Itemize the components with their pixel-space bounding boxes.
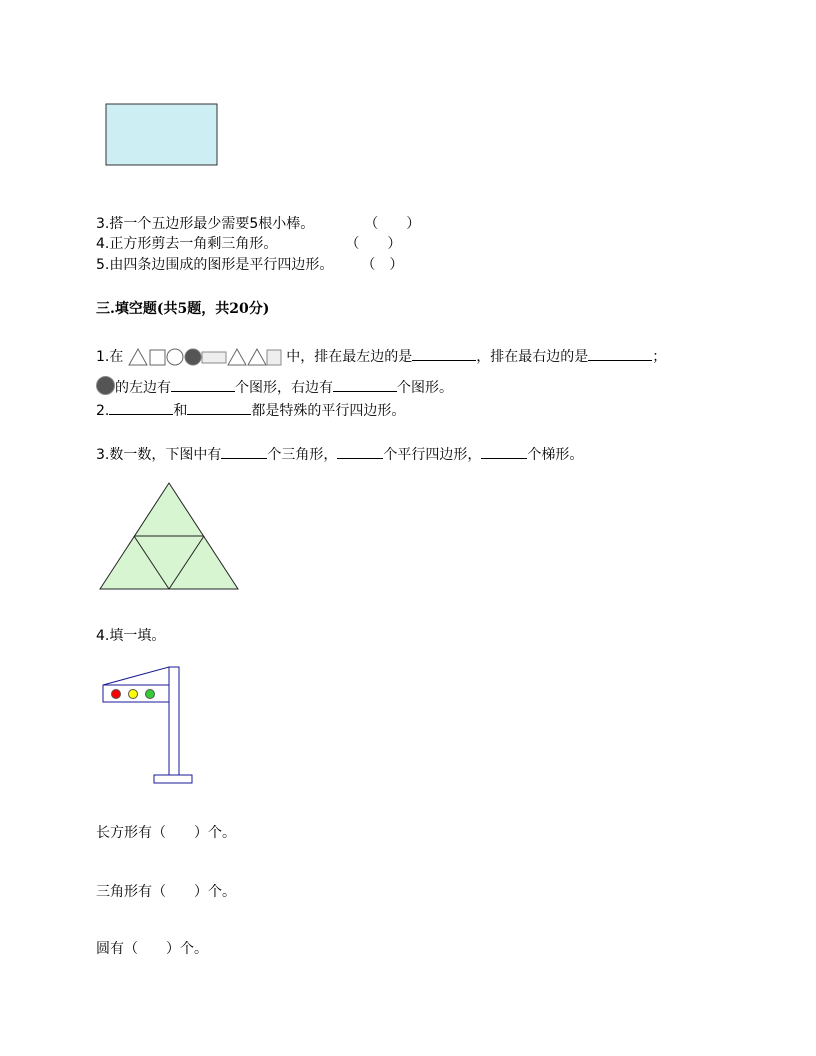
- square-shape: [150, 350, 165, 365]
- q4-answer-rectangles: 长方形有（ ）个。: [96, 825, 236, 841]
- signal-pole: [169, 667, 179, 775]
- answer-blank[interactable]: [588, 346, 652, 361]
- q2-end: 都是特殊的平行四边形。: [251, 403, 406, 419]
- answer-paren: （ ）: [364, 216, 421, 232]
- q3-a: 个三角形，: [267, 447, 338, 463]
- q1-line2-c: 个图形。: [397, 380, 453, 396]
- red-light: [112, 690, 121, 699]
- q2-prefix: 2.: [96, 403, 110, 419]
- q3-prefix: 3.数一数，下图中有: [96, 447, 222, 463]
- shape-sequence: [128, 347, 282, 367]
- answer-blank[interactable]: [412, 346, 476, 361]
- q3-line: [96, 444, 583, 465]
- traffic-light-figure: [100, 664, 196, 786]
- q1-line2: [96, 376, 453, 398]
- judgement-text: 5.由四条边围成的图形是平行四边形。: [96, 257, 334, 273]
- judgement-text: 4.正方形剪去一角剩三角形。: [96, 236, 278, 252]
- square-shape: [267, 350, 281, 365]
- circle-shape: [167, 349, 183, 365]
- q4-title: 4.填一填。: [96, 628, 166, 644]
- q1-end: ；: [652, 349, 667, 365]
- q1-mid2: ，排在最右边的是: [476, 349, 589, 365]
- judgement-item-5: [96, 255, 403, 275]
- q4-answer-triangles: 三角形有（ ）个。: [96, 884, 236, 900]
- section-heading: 三.填空题(共5题，共20分): [96, 301, 270, 317]
- triangle-shape: [248, 349, 266, 365]
- triangle-shape: [129, 349, 147, 365]
- answer-paren: （ ）: [361, 257, 404, 273]
- gray-circle-icon: [96, 376, 115, 395]
- q2-line: [96, 400, 405, 421]
- gray-circle-shape: [185, 349, 201, 365]
- answer-blank[interactable]: [171, 377, 235, 392]
- q4-answer-circles: 圆有（ ）个。: [96, 941, 208, 957]
- q1-line2-a: 的左边有: [115, 380, 171, 396]
- signal-base: [154, 775, 192, 783]
- q3-c: 个梯形。: [527, 447, 584, 463]
- answer-blank[interactable]: [337, 444, 383, 459]
- judgement-item-3: [96, 214, 420, 234]
- q1-line1: [96, 346, 666, 367]
- rectangle-shape: [202, 352, 226, 363]
- q1-prefix: 1.在: [96, 349, 124, 365]
- answer-paren: （ ）: [345, 236, 402, 252]
- green-light: [146, 690, 155, 699]
- answer-blank[interactable]: [481, 444, 527, 459]
- answer-blank[interactable]: [109, 400, 173, 415]
- rectangle-shape: [106, 104, 217, 165]
- q2-mid: 和: [173, 403, 188, 419]
- yellow-light: [129, 690, 138, 699]
- answer-blank[interactable]: [221, 444, 267, 459]
- rectangle-figure: [105, 103, 219, 167]
- q3-b: 个平行四边形，: [383, 447, 482, 463]
- q1-line2-b: 个图形，右边有: [235, 380, 333, 396]
- q1-mid1: 中，排在最左边的是: [286, 349, 413, 365]
- judgement-text: 3.搭一个五边形最少需要5根小棒。: [96, 216, 315, 232]
- answer-blank[interactable]: [187, 400, 251, 415]
- triangle-shape: [228, 349, 246, 365]
- triangle-figure: [98, 481, 242, 593]
- answer-blank[interactable]: [333, 377, 397, 392]
- judgement-item-4: [96, 234, 401, 254]
